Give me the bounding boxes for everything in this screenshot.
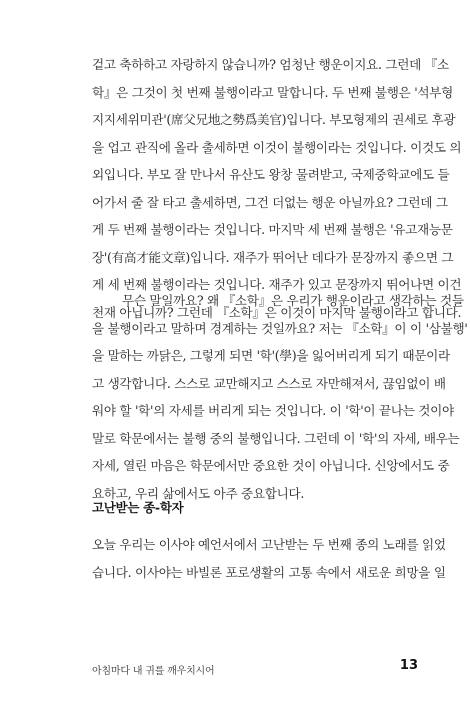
text-line: 겉고 축하하고 자랑하지 않습니까? 엄청난 행운이지요. 그런데 『소 [92, 57, 449, 72]
text-line: 워야 할 '학'의 자세를 버리게 되는 것입니다. 이 '학'이 끝나는 것이야 [92, 403, 454, 418]
text-line: 어가서 줄 잘 타고 출세하면, 그건 더없는 행운 아닐까요? 그런데 그 [92, 194, 448, 210]
text-line: 고 생각합니다. 스스로 교만해지고 스스로 자만해져서, 끊임없이 배 [92, 375, 446, 391]
text-line: 게 세 번째 불행이라는 것입니다. 재주가 있고 문장까지 뛰어나면 이건 [92, 277, 462, 292]
page-number: 13 [399, 658, 418, 673]
text-line: 자세, 열린 마음은 학문에서만 중요한 것이 아닙니다. 신앙에서도 중 [92, 458, 450, 473]
text-line: 무슨 말일까요? 왜 『소학』은 우리가 행운이라고 생각하는 것들 [122, 293, 464, 308]
text-line: 장'(有高才能文章)입니다. 재주가 뛰어난 데다가 문장까지 좋으면 그 [92, 249, 454, 265]
text-line: 말로 학문에서는 불행 중의 불행입니다. 그런데 이 '학'의 자세, 배우는 [92, 430, 460, 446]
paragraph-hak-attitude [92, 287, 468, 507]
text-line: 요하고, 우리 삶에서도 아주 중요합니다. [92, 485, 305, 501]
text-line: 외입니다. 부모 잘 만나서 유산도 왕창 물려받고, 국제중학교에도 들 [92, 167, 450, 182]
text-line: 게 두 번째 불행이라는 것입니다. 마지막 세 번째 불행은 '유고재능문 [92, 222, 453, 237]
running-footer-title: 아침마다 내 귀를 깨우치시어 [92, 666, 215, 677]
text-line: 오늘 우리는 이사야 예언서에서 고난받는 두 번째 종의 노래를 읽었 [92, 537, 446, 552]
paragraph-isaiah [92, 531, 446, 586]
text-line: 천재 아닙니까? 그런데 『소학』은 이것이 마지막 불행이라고 합니다. [92, 304, 462, 320]
section-heading: 고난받는 종-학자 [92, 500, 184, 515]
paragraph-samboolhaeng [92, 51, 464, 326]
text-line: 지지세위미관'(席父兄地之勢爲美官)입니다. 부모형제의 권세로 후광 [92, 112, 456, 127]
text-line: 을 업고 관직에 올라 출세하면 이것이 불행이라는 것입니다. 이것도 의 [92, 139, 462, 155]
text-line: 을 불행이라고 말하며 경계하는 것일까요? 저는 『소학』이 이 '삼불행' [92, 320, 468, 336]
text-line: 학』은 그것이 첫 번째 불행이라고 말합니다. 두 번째 불행은 '석부형 [92, 84, 453, 100]
text-line: 을 말하는 까닭은, 그렇게 되면 '학'(學)을 잃어버리게 되기 때문이라 [92, 348, 450, 363]
text-line: 습니다. 이사야는 바빌론 포로생활의 고통 속에서 새로운 희망을 일 [92, 564, 446, 580]
